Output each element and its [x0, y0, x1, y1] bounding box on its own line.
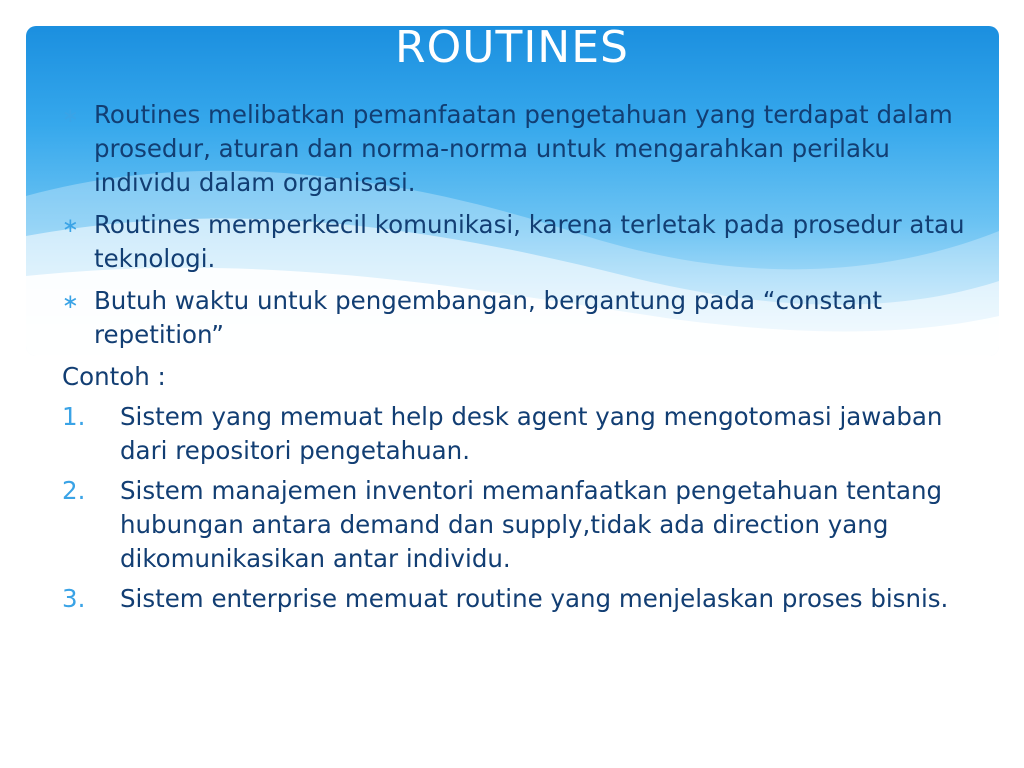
example-text: Sistem manajemen inventori memanfaatkan pengetahuan tentang hubungan antara demand dan supply,tidak ada direction yang dikomunikasikan antar individu.: [120, 476, 943, 573]
asterisk-icon: ∗: [62, 103, 79, 127]
example-item: [62, 474, 972, 576]
slide-body: [62, 98, 972, 622]
example-number: 2.: [62, 476, 86, 505]
example-label: Contoh :: [62, 362, 166, 391]
asterisk-icon: ∗: [62, 289, 79, 313]
bullet-item: [62, 208, 972, 276]
asterisk-icon: ∗: [62, 213, 79, 237]
bullet-item: [62, 98, 972, 200]
bullet-text: Routines melibatkan pemanfaatan pengetahuan yang terdapat dalam prosedur, aturan dan norma-norma untuk mengarahkan perilaku individu dalam organisasi.: [94, 100, 953, 197]
example-number: 3.: [62, 584, 86, 613]
bullet-item: [62, 284, 972, 352]
example-text: Sistem yang memuat help desk agent yang mengotomasi jawaban dari repositori pengetahuan.: [120, 402, 943, 465]
example-item: [62, 400, 972, 468]
slide-title: ROUTINES: [395, 22, 629, 73]
example-item: [62, 582, 972, 616]
example-number: 1.: [62, 402, 86, 431]
bullet-text: Butuh waktu untuk pengembangan, bergantung pada “constant repetition”: [94, 286, 882, 349]
example-text: Sistem enterprise memuat routine yang menjelaskan proses bisnis.: [120, 584, 949, 613]
bullet-text: Routines memperkecil komunikasi, karena terletak pada prosedur atau teknologi.: [94, 210, 965, 273]
